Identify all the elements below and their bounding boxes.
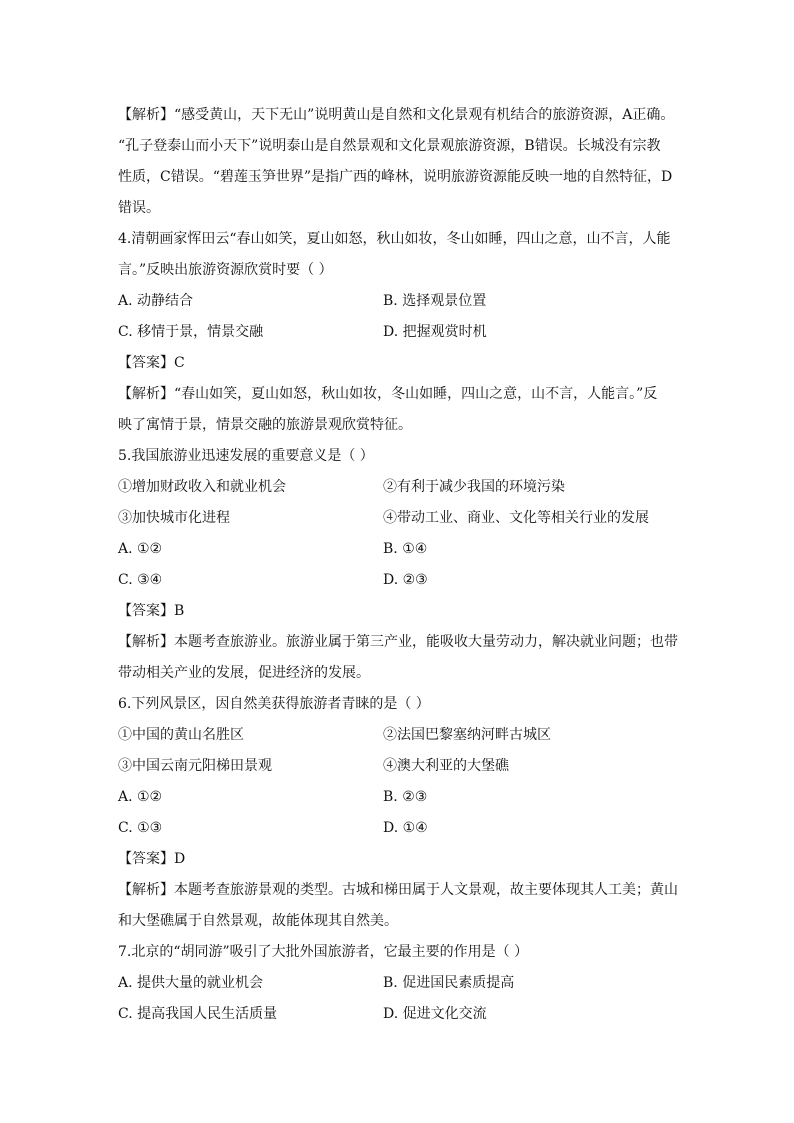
- option-left: ①中国的黄山名胜区: [118, 727, 244, 743]
- option-right: B. 促进国民素质提高: [383, 975, 515, 991]
- option-left: C. 移情于景，情景交融: [118, 324, 264, 340]
- option-left: C. 提高我国人民生活质量: [118, 1006, 278, 1022]
- option-right: ④澳大利亚的大堡礁: [383, 758, 509, 774]
- option-right: ②法国巴黎塞纳河畔古城区: [383, 727, 551, 743]
- text-line-q4a: 4.清朝画家恽田云“春山如笑，夏山如怒，秋山如妆，冬山如睡，四山之意，山不言，人能: [118, 231, 671, 247]
- option-right: B. 选择观景位置: [383, 293, 487, 309]
- text-line-exp4b: 映了寓情于景，情景交融的旅游景观欣赏特征。: [118, 417, 412, 433]
- option-right: D. 把握观赏时机: [383, 324, 487, 340]
- text-line-q6: 6.下列风景区，因自然美获得旅游者青睐的是（ ）: [118, 696, 430, 712]
- option-right: ②有利于减少我国的环境污染: [383, 479, 565, 495]
- option-row-q4o1: [118, 286, 678, 317]
- text-line-exp3b: “孔子登泰山而小天下”说明泰山是自然景观和文化景观旅游资源，B错误。长城没有宗教: [118, 138, 661, 154]
- option-right: D. ①④: [383, 820, 428, 836]
- option-right: B. ①④: [383, 541, 428, 557]
- option-row-q7o2: [118, 999, 678, 1030]
- option-row-q5s1: [118, 472, 678, 503]
- option-right: D. 促进文化交流: [383, 1006, 487, 1022]
- option-row-q6o2: [118, 813, 678, 844]
- option-left: ③中国云南元阳梯田景观: [118, 758, 272, 774]
- option-right: D. ②③: [383, 572, 428, 588]
- text-line-q5: 5.我国旅游业迅速发展的重要意义是（ ）: [118, 448, 374, 464]
- option-row-q6o1: [118, 782, 678, 813]
- text-line-ans5: 【答案】B: [118, 603, 185, 619]
- text-line-ans6: 【答案】D: [118, 851, 186, 867]
- option-row-q6s1: [118, 720, 678, 751]
- text-line-exp3a: 【解析】“感受黄山，天下无山”说明黄山是自然和文化景观有机结合的旅游资源，A正确。: [118, 107, 675, 123]
- option-row-q5o2: [118, 565, 678, 596]
- option-left: ①增加财政收入和就业机会: [118, 479, 286, 495]
- document-content: [118, 100, 678, 1030]
- option-left: C. ③④: [118, 572, 163, 588]
- text-line-exp3d: 错误。: [118, 200, 160, 216]
- text-line-q4b: 言。”反映出旅游资源欣赏时要（ ）: [118, 262, 333, 278]
- option-row-q7o1: [118, 968, 678, 999]
- text-line-exp6b: 和大堡礁属于自然景观，故能体现其自然美。: [118, 913, 398, 929]
- option-left: A. ①②: [118, 541, 163, 557]
- text-line-ans4: 【答案】C: [118, 355, 185, 371]
- option-row-q5s2: [118, 503, 678, 534]
- option-left: ③加快城市化进程: [118, 510, 230, 526]
- text-line-q7: 7.北京的“胡同游”吸引了大批外国旅游者，它最主要的作用是（ ）: [118, 944, 529, 960]
- option-row-q6s2: [118, 751, 678, 782]
- text-line-exp5b: 带动相关产业的发展，促进经济的发展。: [118, 665, 370, 681]
- option-left: C. ①③: [118, 820, 163, 836]
- text-line-exp3c: 性质，C错误。“碧莲玉笋世界”是指广西的峰林，说明旅游资源能反映一地的自然特征，D: [118, 169, 673, 185]
- option-right: B. ②③: [383, 789, 428, 805]
- option-left: A. 动静结合: [118, 293, 194, 309]
- option-row-q4o2: [118, 317, 678, 348]
- text-line-exp6a: 【解析】本题考查旅游景观的类型。古城和梯田属于人文景观，故主要体现其人工美；黄山: [118, 882, 678, 898]
- option-row-q5o1: [118, 534, 678, 565]
- option-left: A. ①②: [118, 789, 163, 805]
- option-right: ④带动工业、商业、文化等相关行业的发展: [383, 510, 649, 526]
- text-line-exp4a: 【解析】“春山如笑，夏山如怒，秋山如妆，冬山如睡，四山之意，山不言，人能言。”反: [118, 386, 658, 402]
- option-left: A. 提供大量的就业机会: [118, 975, 264, 991]
- text-line-exp5a: 【解析】本题考查旅游业。旅游业属于第三产业，能吸收大量劳动力，解决就业问题；也带: [118, 634, 678, 650]
